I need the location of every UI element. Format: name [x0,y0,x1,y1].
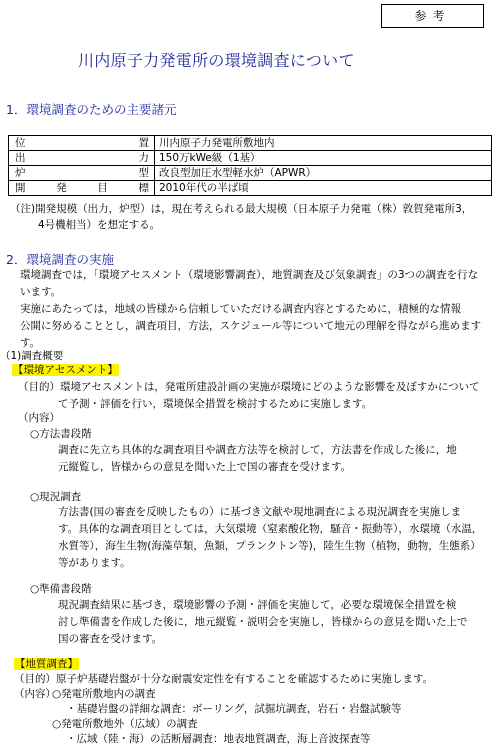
note-line: （注)開発規模（出力，炉型）は，現在考えられる最大規模（日本原子力発電（株）敦賀発電所3， [10,203,473,215]
table-row [9,181,492,196]
spec-label-reactor-type: 炉型 [15,167,150,179]
overview-heading: （1)調査概要 [0,350,64,362]
survey-line: 方法書(国の審査を反映したもの）に基づき文献や現地調査による現況調査を実施しま [58,506,462,518]
spec-label-output: 出力 [15,152,150,164]
env-content-label: （内容） [18,412,60,424]
spec-label-target: 開発目標 [15,182,150,194]
survey-line: 水質等），海生生物(海藻草類，魚類，プランクトン等)，陸生生物（植物，動物，生態系） [58,540,481,552]
section2-heading: 2．環境調査の実施 [6,252,114,267]
prep-stage-line: 現況調査結果に基づき，環境影響の予測・評価を実施して，必要な環境保全措置を検 [58,599,457,611]
geo-offsite-heading: ○発電所敷地外（広域）の調査 [52,718,198,730]
prep-stage-line: 討し準備書を作成した後に，地元縦覧・説明会を実施し，皆様からの意見を聞いた上で [58,616,468,628]
geo-onsite-heading: ○発電所敷地内の調査 [52,688,156,700]
table-row [9,166,492,181]
paragraph-line: 公開に努めることとし，調査項目，方法，スケジュール等について地元の理解を得ながら進めます [20,320,482,332]
prep-stage-line: 国の審査を受けます。 [58,633,163,645]
survey-heading: ○現況調査 [30,491,82,503]
paragraph-line: います。 [20,286,62,298]
paragraph-line: 実施にあたっては，地域の皆様から信頼していただける調査内容とするために，積極的な情報 [20,303,461,315]
spec-value-location: 川内原子力発電所敷地内 [155,136,492,151]
method-stage-heading: ○方法書段階 [30,428,92,440]
specs-table [8,135,492,196]
survey-line: す。具体的な調査項目としては，大気環境（窒素酸化物，騒音・振動等），水環境（水温， [58,523,483,535]
table-row [9,151,492,166]
method-stage-line: 調査に先立ち具体的な調査項目や調査方法等を検討して，方法書を作成した後に，地 [58,444,457,456]
table-row [9,136,492,151]
spec-label-location: 位置 [15,137,150,149]
geo-survey-tag: 【地質調査】 [15,658,78,670]
survey-line: 等があります。 [58,557,131,569]
paragraph-line: 環境調査では，「環境アセスメント（環境影響調査），地質調査及び気象調査」の3つの調査を行な [20,269,479,281]
prep-stage-heading: ○準備書段階 [30,583,92,595]
spec-value-output: 150万kWe級（1基） [155,151,492,166]
method-stage-line: 元縦覧し，皆様からの意見を聞いた上で国の審査を受けます。 [58,461,352,473]
env-purpose-line: （目的）環境アセスメントは，発電所建設計画の実施が環境にどのような影響を及ぼすかについて [18,381,480,393]
spec-value-target: 2010年代の半ば頃 [155,181,492,196]
geo-purpose-line: （目的）原子炉基礎岩盤が十分な耐震安定性を有することを確認するために実施します。 [14,673,434,685]
reference-label-box: 参考 [381,4,484,28]
geo-offsite-line: ・広域（陸・海）の活断層調査：地表地質調査，海上音波探査等 [66,733,371,745]
env-purpose-line: て予測・評価を行い，環境保全措置を検討するために実施します。 [58,398,373,410]
note-line: 4号機相当）を想定する。 [38,219,161,231]
geo-content-label: （内容） [14,688,56,700]
section1-heading: 1．環境調査のための主要諸元 [6,102,177,117]
env-assessment-tag: 【環境アセスメント】 [13,364,118,376]
page-title: 川内原子力発電所の環境調査について [78,51,355,70]
paragraph-line: す。 [20,337,41,349]
spec-value-reactor-type: 改良型加圧水型軽水炉（APWR） [155,166,492,181]
geo-onsite-line: ・基礎岩盤の詳細な調査：ボーリング，試掘坑調査，岩石・岩盤試験等 [66,703,402,715]
